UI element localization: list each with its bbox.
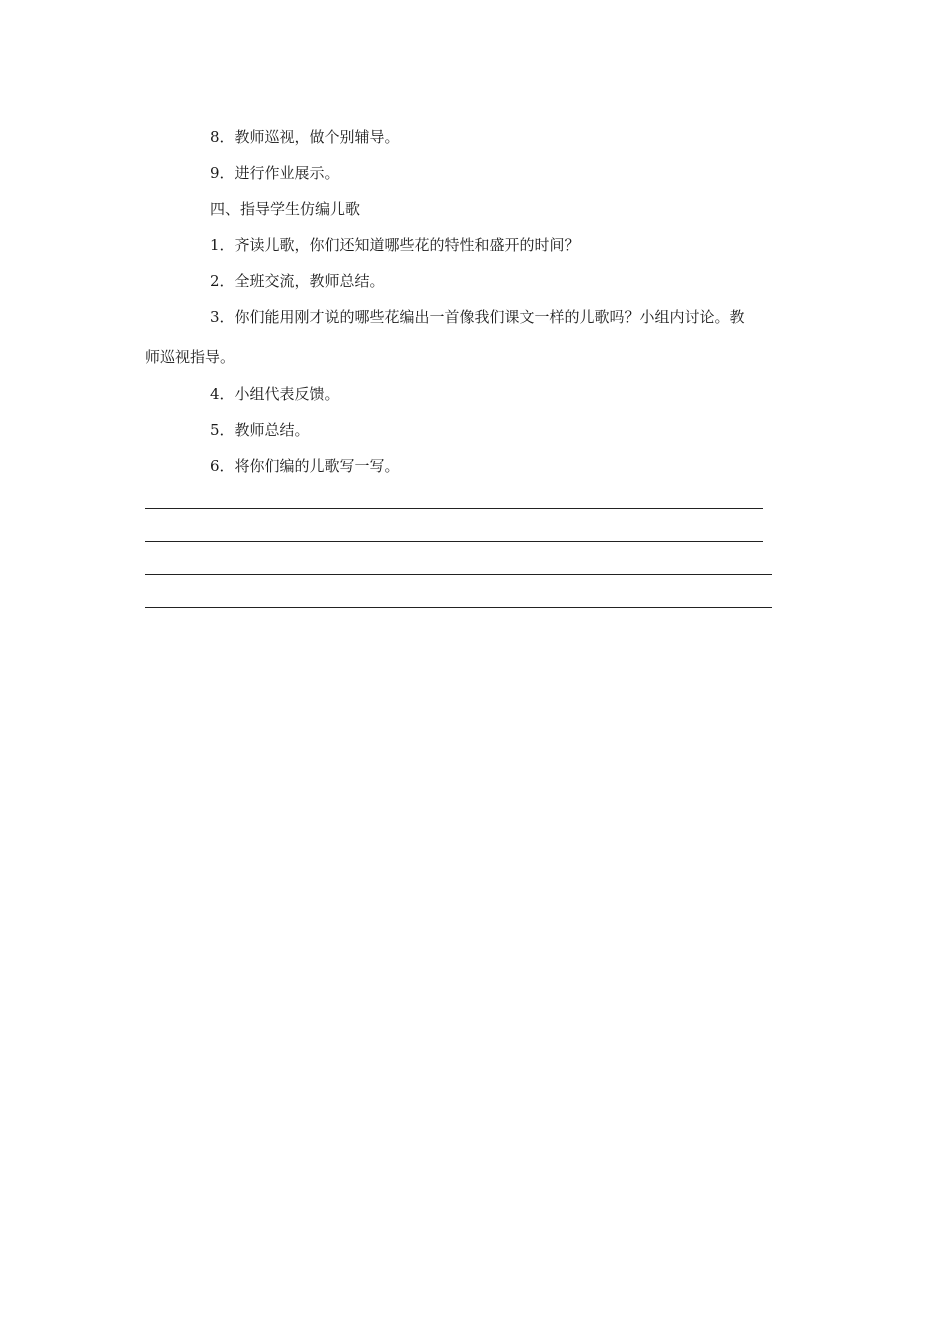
step-4: 4．小组代表反馈。	[210, 385, 340, 403]
step-3-line-2: 师巡视指导。	[145, 348, 236, 366]
step-3-line-1: 3．你们能用刚才说的哪些花编出一首像我们课文一样的儿歌吗？小组内讨论。教	[210, 308, 745, 326]
step-8: 8．教师巡视，做个别辅导。	[210, 128, 400, 146]
writing-line-1	[145, 508, 763, 509]
writing-line-3	[145, 574, 772, 575]
writing-line-4	[145, 607, 772, 608]
section-heading: 四、指导学生仿编儿歌	[210, 200, 361, 218]
step-2: 2．全班交流，教师总结。	[210, 272, 385, 290]
step-6: 6．将你们编的儿歌写一写。	[210, 457, 400, 475]
step-9: 9．进行作业展示。	[210, 164, 340, 182]
writing-line-2	[145, 541, 763, 542]
step-5: 5．教师总结。	[210, 421, 310, 439]
step-1: 1．齐读儿歌，你们还知道哪些花的特性和盛开的时间？	[210, 236, 580, 254]
